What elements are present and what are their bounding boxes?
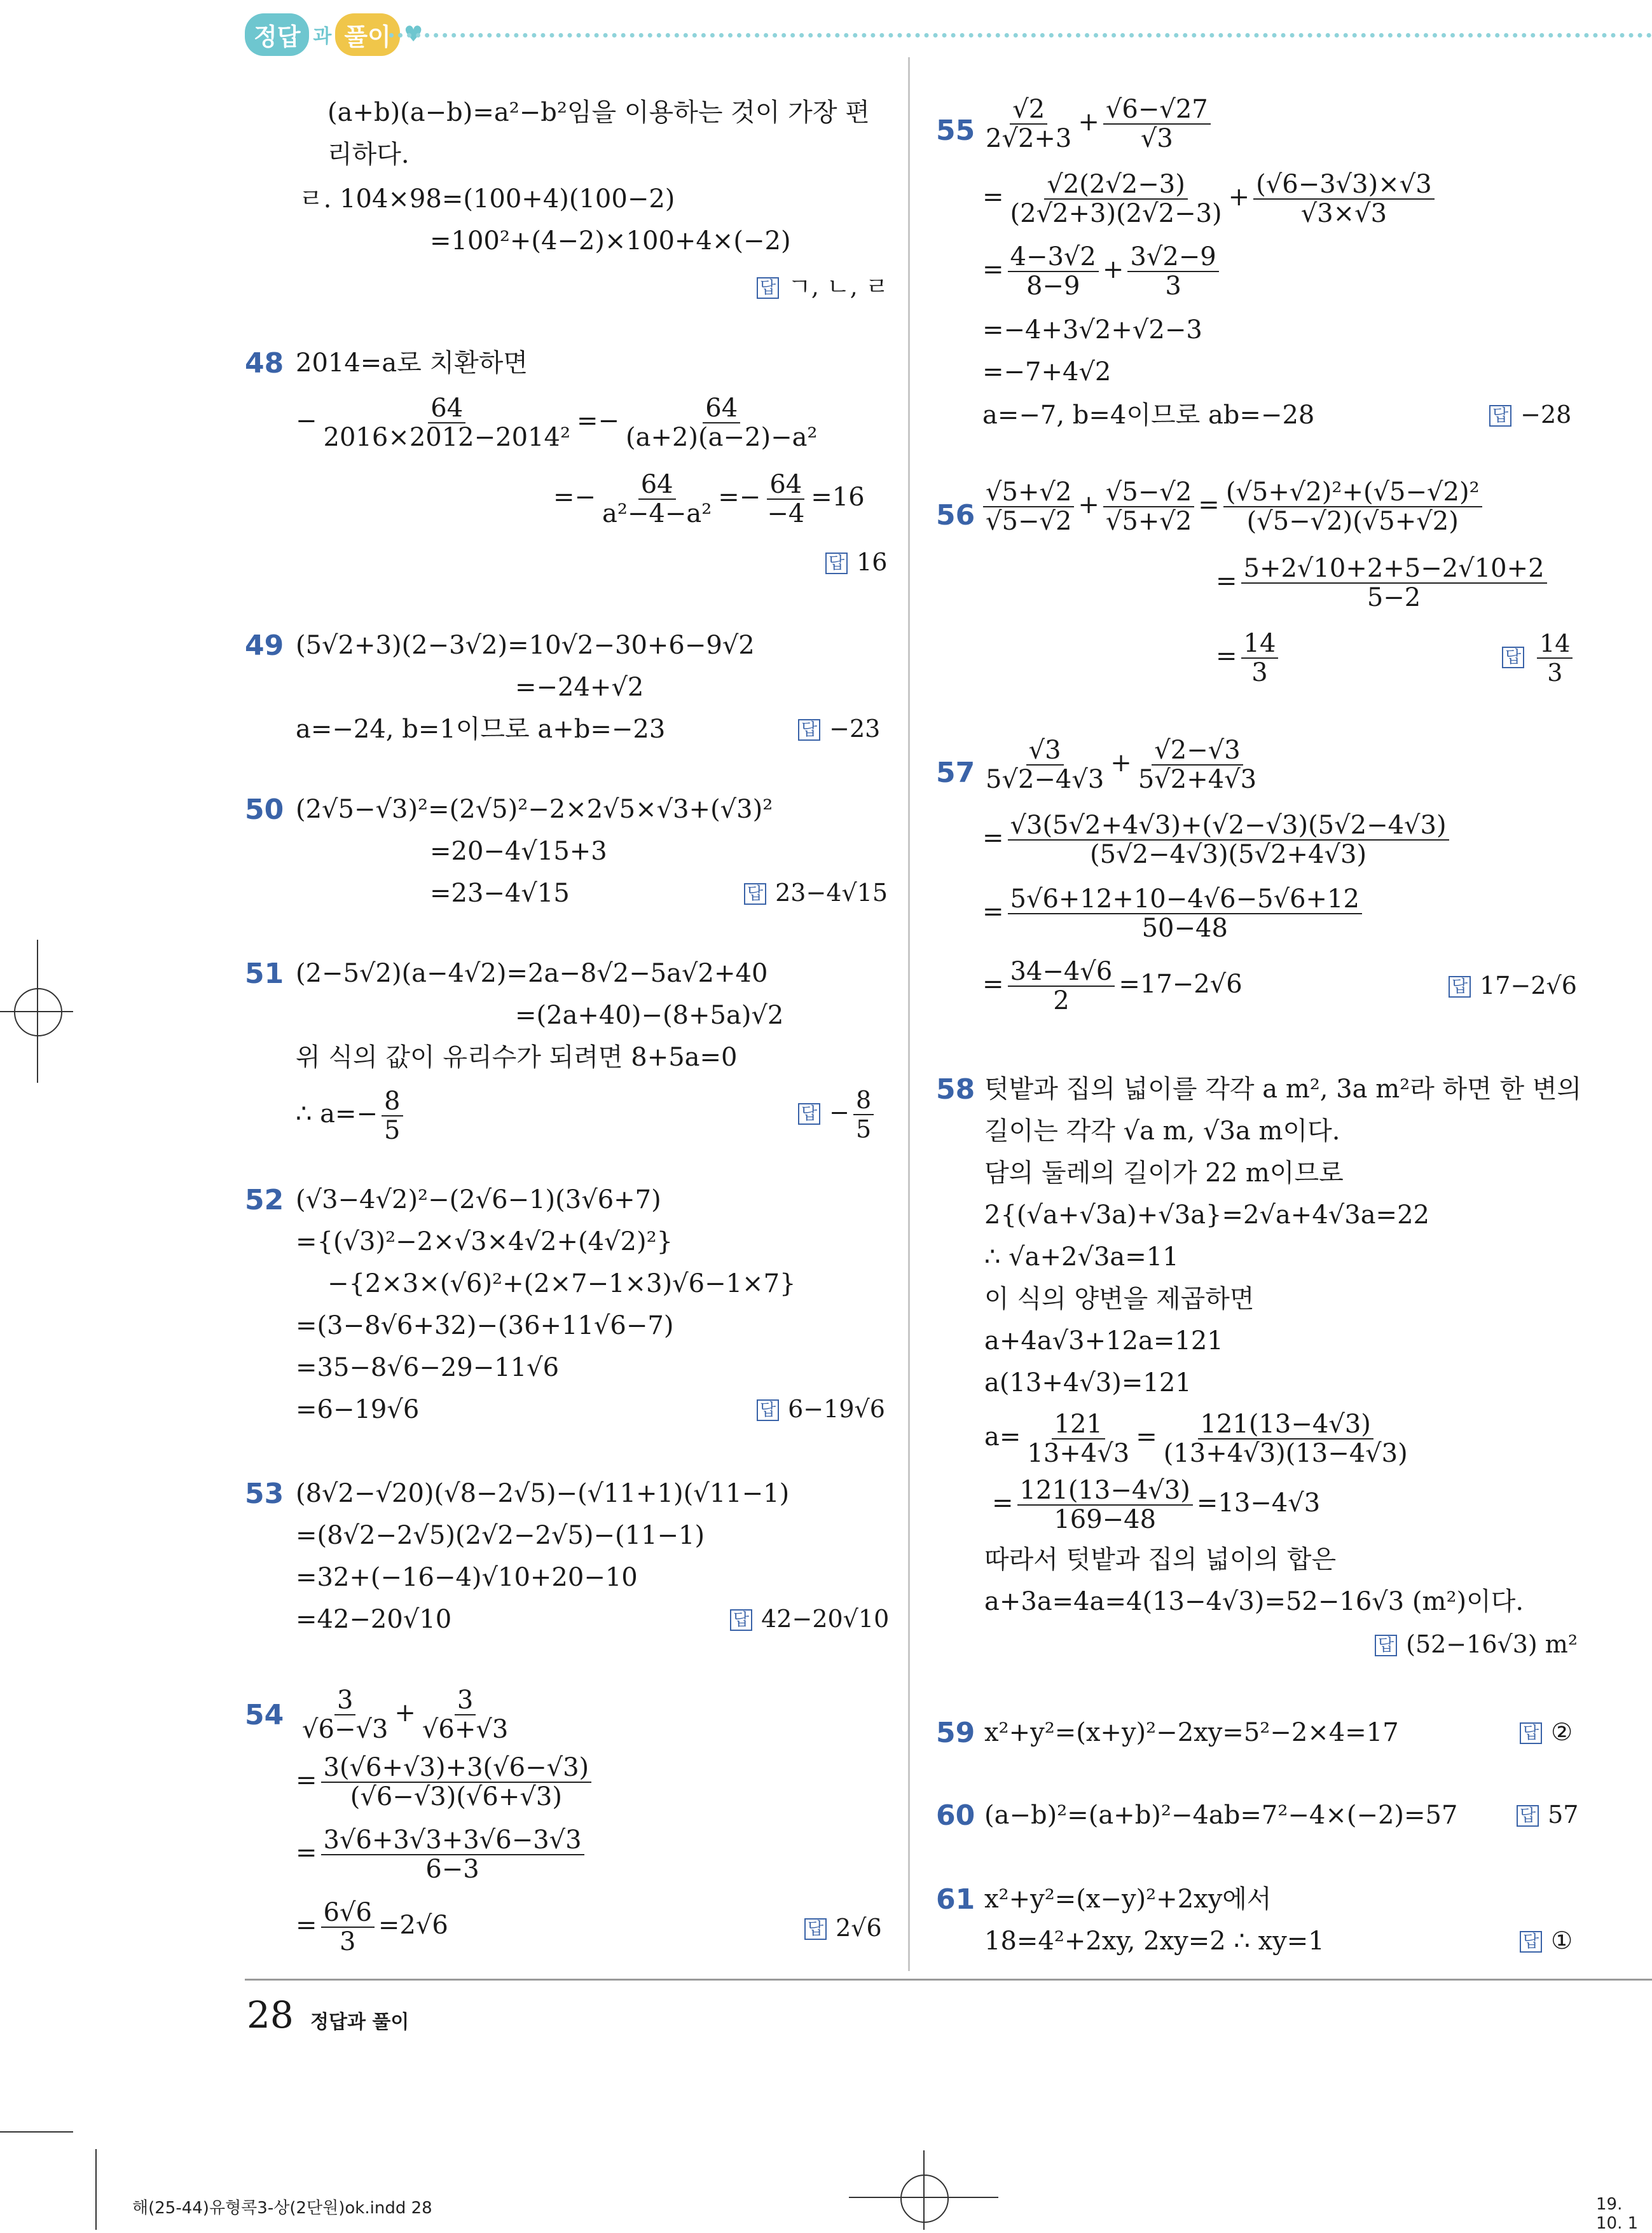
badge-title: 정답: [245, 13, 309, 56]
problem-number-50: 50: [245, 794, 284, 826]
answer-61: 답 ①: [1520, 1927, 1573, 1955]
p58-line-10: a+3a=4a=4(13−4√3)=52−16√3 (m²)이다.: [984, 1587, 1524, 1616]
p52-line-3: −{2×3×(√6)²+(2×7−1×3)√6−1×7}: [327, 1269, 796, 1298]
p54-equation-1: $\frac{3}{√6-√3}$ + $\frac{3}{√6+√3}$: [302, 1686, 509, 1744]
problem-number-61: 61: [936, 1883, 975, 1916]
answer-58: 답 (52−16√3) m²: [1375, 1630, 1578, 1658]
date-slug: 19. 10. 1: [1596, 2195, 1639, 2233]
footer-rule: [245, 1979, 1652, 1981]
p52-line-5: =35−8√6−29−11√6: [296, 1353, 560, 1382]
intro-line-4: =100²+(4−2)×100+4×(−2): [430, 226, 791, 256]
registration-mark-left: [14, 988, 62, 1036]
p51-line-2: =(2a+40)−(8+5a)√2: [515, 1001, 784, 1030]
p58-line-6: 이 식의 양변을 제곱하면: [984, 1284, 1255, 1314]
file-slug: 해(25-44)유형콕3-상(2단원)ok.indd 28: [132, 2199, 432, 2218]
intro-line-2: 리하다.: [327, 140, 410, 169]
p54-equation-3: = $\frac{3√6+3√3+3√6-3√3}{6-3}$: [296, 1826, 588, 1883]
p55-equation-1: $\frac{√2}{2√2+3}$ + $\frac{√6-√27}{√3}$: [979, 95, 1215, 153]
p50-line-2: =20−4√15+3: [430, 837, 607, 866]
p52-line-4: =(3−8√6+32)−(36+11√6−7): [296, 1311, 674, 1340]
p49-line-2: =−24+√2: [515, 673, 644, 702]
p53-line-3: =32+(−16−4)√10+20−10: [296, 1563, 638, 1592]
answer-55: 답 −28: [1489, 401, 1571, 429]
answer-53: 답 42−20√10: [730, 1605, 889, 1633]
p49-line-1: (5√2+3)(2−3√2)=10√2−30+6−9√2: [296, 631, 755, 660]
page-number: 28: [247, 1993, 294, 2037]
answer-48: 답 16: [825, 548, 887, 576]
p50-line-1: (2√5−√3)²=(2√5)²−2×2√5×√3+(√3)²: [296, 795, 773, 824]
p58-line-9: 따라서 텃밭과 집의 넓이의 합은: [984, 1545, 1337, 1574]
p55-line-2: =−7+4√2: [982, 357, 1112, 387]
p56-equation-1: $\frac{√5+√2}{√5-√2}$ + $\frac{√5-√2}{√5+√2}$ = $\frac{\text{(√5+√2)²+(√5−√2)²}}{(√5-√2)(√5+√2)}$: [979, 478, 1486, 535]
answer-56: 답 $\frac{14}{3}$: [1502, 629, 1576, 687]
p61-line-1: x²+y²=(x−y)²+2xy에서: [984, 1885, 1272, 1914]
answer-intro: 답 ㄱ, ㄴ, ㄹ: [757, 267, 889, 302]
p55-line-3: a=−7, b=4이므로 ab=−28: [982, 401, 1315, 430]
p57-equation-1: $\frac{√3}{5√2-4√3}$ + $\frac{√2-√3}{5√2+4√3}$: [986, 736, 1257, 794]
answer-52: 답 6−19√6: [757, 1395, 885, 1423]
p54-equation-4: = $\frac{6√6}{3}$ =2√6: [296, 1898, 448, 1956]
p48-line: 2014=a로 치환하면: [296, 348, 528, 378]
answer-51: 답 − $\frac{8}{5}$: [798, 1086, 878, 1143]
answer-49: 답 −23: [798, 715, 880, 743]
answer-57: 답 17−2√6: [1449, 972, 1577, 1000]
intro-line-1: (a+b)(a−b)=a²−b²임을 이용하는 것이 가장 편: [327, 98, 870, 127]
problem-number-59: 59: [936, 1717, 975, 1749]
p55-equation-3: = $\frac{4-3√2}{8-9}$ + $\frac{3√2-9}{3}$: [982, 243, 1223, 300]
p58-line-8: a(13+4√3)=121: [984, 1368, 1192, 1398]
crop-mark-bottom-left-h: [0, 2131, 73, 2133]
badge-connector: 과: [313, 25, 332, 48]
p57-equation-2: = $\frac{√3(5√2+4√3)+(√2-√3)(5√2-4√3)}{(5√2-4√3)(5√2+4√3)}$: [982, 811, 1453, 869]
p58-equation-2: = $\frac{121(13-4√3)}{169-48}$ =13−4√3: [992, 1476, 1321, 1534]
header-dotted-rule: [389, 33, 1652, 38]
p58-line-2: 길이는 각각 √a m, √3a m이다.: [984, 1116, 1340, 1146]
p56-equation-3: = $\frac{14}{3}$: [1216, 629, 1282, 687]
p48-equation-2: =− $\frac{64}{\text{a²−4−a²}}$ =− $\frac{64}{-4}$ =16: [553, 470, 865, 528]
p58-line-5: ∴ √a+2√3a=11: [984, 1242, 1179, 1272]
answer-59: 답 ②: [1520, 1718, 1573, 1746]
badge-subtitle: 풀이: [335, 13, 399, 56]
p49-line-3: a=−24, b=1이므로 a+b=−23: [296, 715, 666, 744]
problem-number-57: 57: [936, 757, 975, 789]
problem-number-52: 52: [245, 1184, 284, 1216]
p53-line-1: (8√2−√20)(√8−2√5)−(√11+1)(√11−1): [296, 1479, 790, 1508]
p51-line-1: (2−5√2)(a−4√2)=2a−8√2−5a√2+40: [296, 959, 768, 988]
p54-equation-2: = $\frac{3(√6+√3)+3(√6-√3)}{(√6-√3)(√6+√3)}$: [296, 1754, 595, 1811]
p55-equation-2: = $\frac{√2(2√2-3)}{(2√2+3)(2√2-3)}$ + $\frac{(√6-3√3)\times√3}{√3\times√3}$: [982, 170, 1438, 228]
p58-line-1: 텃밭과 집의 넓이를 각각 a m², 3a m²라 하면 한 변의: [984, 1075, 1582, 1104]
p53-line-2: =(8√2−2√5)(2√2−2√5)−(11−1): [296, 1521, 705, 1550]
crop-mark-bottom-left-v: [95, 2149, 97, 2230]
problem-number-56: 56: [936, 499, 975, 532]
p61-line-2: 18=4²+2xy, 2xy=2 ∴ xy=1: [984, 1927, 1325, 1956]
page-label: 정답과 풀이: [310, 2011, 410, 2033]
problem-number-48: 48: [245, 347, 284, 380]
p58-line-4: 2{(√a+√3a)+√3a}=2√a+4√3a=22: [984, 1200, 1429, 1230]
p51-line-4: ∴ a=− $\frac{8}{5}$: [296, 1087, 407, 1144]
p50-line-3: =23−4√15: [430, 879, 570, 908]
problem-number-60: 60: [936, 1799, 975, 1832]
p53-line-4: =42−20√10: [296, 1605, 452, 1634]
p58-equation-1: a= $\frac{121}{13+4√3}$ = $\frac{121(13-4√3)}{(13+4√3)(13-4√3)}$: [984, 1410, 1408, 1468]
p57-equation-3: = $\frac{5√6+12+10-4√6-5√6+12}{50-48}$: [982, 885, 1366, 942]
p52-line-2: ={(√3)²−2×√3×4√2+(4√2)²}: [296, 1227, 673, 1256]
p52-line-1: (√3−4√2)²−(2√6−1)(3√6+7): [296, 1185, 661, 1214]
problem-number-49: 49: [245, 629, 284, 662]
problem-number-54: 54: [245, 1699, 284, 1731]
column-divider: [908, 57, 910, 1971]
answer-60: 답 57: [1517, 1801, 1578, 1829]
p57-equation-4: = $\frac{34-4√6}{2}$ =17−2√6: [982, 957, 1242, 1015]
answer-50: 답 23−4√15: [744, 879, 888, 907]
problem-number-58: 58: [936, 1073, 975, 1106]
problem-number-51: 51: [245, 958, 284, 990]
answer-54: 답 2√6: [804, 1914, 882, 1942]
p55-line-1: =−4+3√2+√2−3: [982, 315, 1202, 345]
p58-line-7: a+4a√3+12a=121: [984, 1326, 1223, 1356]
problem-number-55: 55: [936, 114, 975, 147]
p60-line: (a−b)²=(a+b)²−4ab=7²−4×(−2)=57: [984, 1801, 1458, 1830]
heart-icon: ♥: [403, 22, 423, 47]
p58-line-3: 담의 둘레의 길이가 22 m이므로: [984, 1158, 1344, 1188]
p52-line-6: =6−19√6: [296, 1395, 420, 1424]
intro-line-3: ㄹ. 104×98=(100+4)(100−2): [299, 184, 675, 214]
p56-equation-2: = $\frac{5+2√10+2+5-2√10+2}{5-2}$: [1216, 554, 1551, 612]
p51-line-3: 위 식의 값이 유리수가 되려면 8+5a=0: [296, 1043, 738, 1072]
problem-number-53: 53: [245, 1478, 284, 1510]
p59-line: x²+y²=(x+y)²−2xy=5²−2×4=17: [984, 1718, 1399, 1747]
registration-mark-bottom: [900, 2175, 949, 2223]
p48-equation-1: − $\frac{64}{\text{2016×2012−2014²}}$ =− $\frac{64}{\text{(a+2)(a−2)−a²}}$: [296, 394, 818, 452]
